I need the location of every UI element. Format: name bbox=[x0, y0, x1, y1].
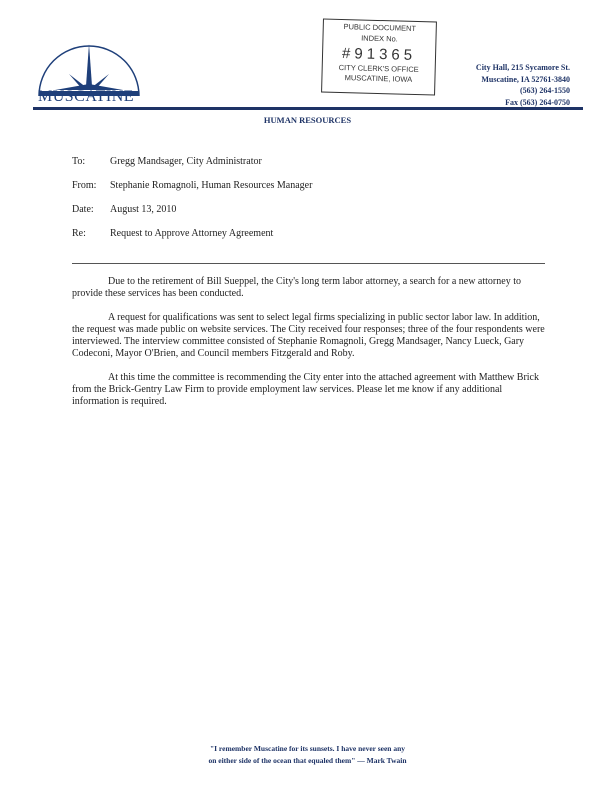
paragraph: A request for qualifications was sent to select legal firms specializing in public sector labor law. In addition, the request was made public on website services. The City received four responses; three of the four respondents were interviewed. The interview committee consisted of Stephanie Romagnoli, Gregg Mandsager, Nancy Lueck, Gary Codeconi, Mayor O'Brien, and Council members Fitzgerald and Roby. bbox=[72, 312, 545, 359]
memo-subject bbox=[72, 228, 273, 239]
memo-body bbox=[72, 276, 545, 420]
memo-to bbox=[72, 156, 262, 167]
value: August 13, 2010 bbox=[110, 204, 177, 215]
fax: Fax (563) 264-0750 bbox=[505, 97, 570, 107]
stamp-line: CITY CLERK'S OFFICE bbox=[338, 62, 419, 75]
quote-line: on either side of the ocean that equaled them" — Mark Twain bbox=[208, 756, 407, 765]
memo-from bbox=[72, 180, 312, 191]
department-title: HUMAN RESOURCES bbox=[263, 115, 352, 125]
address-line: City Hall, 215 Sycamore St. bbox=[475, 63, 570, 72]
value: Gregg Mandsager, City Administrator bbox=[110, 156, 262, 167]
address-line: Muscatine, IA 52761-3840 bbox=[481, 74, 570, 84]
label: Date: bbox=[72, 204, 94, 215]
stamp-number: #91365 bbox=[341, 45, 417, 64]
paragraph: At this time the committee is recommending the City enter into the attached agreement with Matthew Brick from the Brick-Gentry Law Firm to provide employment law services. Please let me know if any additional information is required. bbox=[72, 372, 539, 407]
stamp-line: MUSCATINE, IOWA bbox=[344, 73, 413, 84]
public-document-stamp bbox=[321, 19, 437, 96]
paragraph: Due to the retirement of Bill Sueppel, the City's long term labor attorney, a search for a new attorney to provide these services has been conducted. bbox=[72, 276, 521, 299]
memo-date bbox=[72, 204, 176, 215]
value: Stephanie Romagnoli, Human Resources Manager bbox=[110, 180, 313, 191]
phone: (563) 264-1550 bbox=[520, 86, 570, 95]
logo-wordmark: MUSCATINE bbox=[38, 88, 135, 105]
label: To: bbox=[72, 156, 86, 167]
footer-quote bbox=[0, 743, 615, 767]
quote-line: "I remember Muscatine for its sunsets. I have never seen any bbox=[209, 744, 406, 753]
stamp-line: PUBLIC DOCUMENT bbox=[343, 22, 417, 33]
label: From: bbox=[72, 180, 97, 191]
memo-divider bbox=[72, 263, 545, 264]
value: Request to Approve Attorney Agreement bbox=[110, 228, 274, 239]
label: Re: bbox=[72, 228, 86, 239]
stamp-line: INDEX No. bbox=[361, 33, 398, 44]
address-block bbox=[476, 62, 570, 108]
